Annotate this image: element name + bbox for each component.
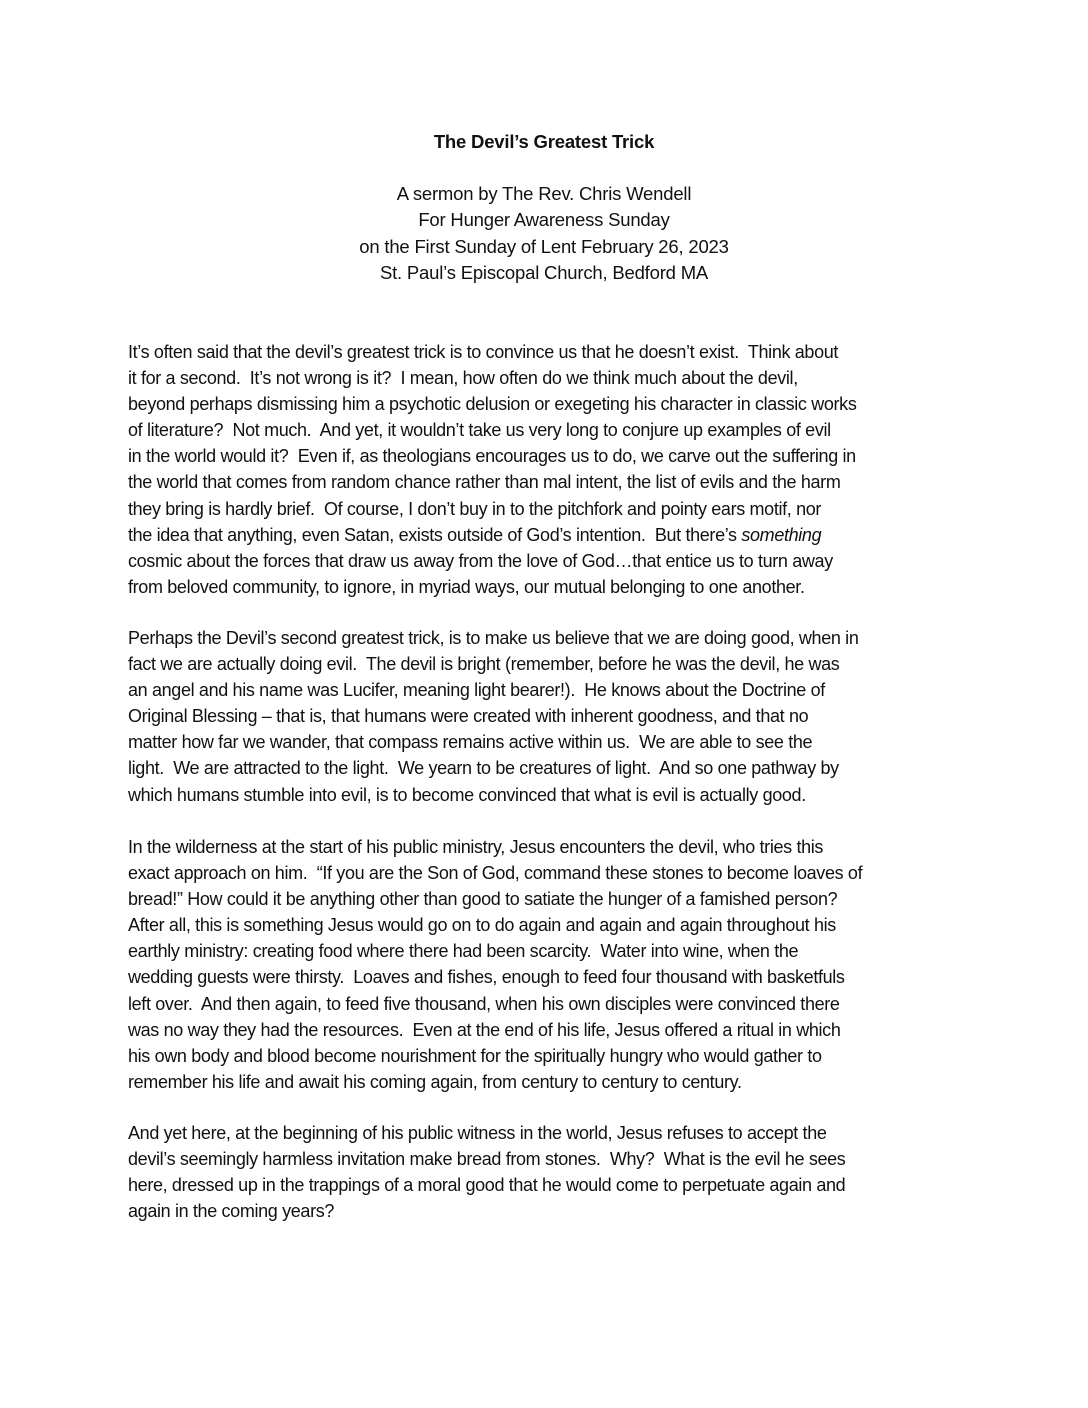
- paragraph-line: beyond perhaps dismissing him a psychotic delusion or exegeting his character in classic works: [128, 394, 857, 415]
- paragraph-line: an angel and his name was Lucifer, meaning light bearer!). He knows about the Doctrine of: [128, 680, 825, 701]
- byline-location: St. Paul’s Episcopal Church, Bedford MA: [379, 262, 709, 284]
- paragraph-4: [128, 1120, 968, 1224]
- byline-date: on the First Sunday of Lent February 26, 2023: [359, 235, 729, 257]
- paragraph-line: Perhaps the Devil’s second greatest trick, is to make us believe that we are doing good, when in: [128, 628, 859, 648]
- paragraph-line: which humans stumble into evil, is to become convinced that what is evil is actually good.: [128, 784, 806, 805]
- paragraph-line: exact approach on him. “If you are the Son of God, command these stones to become loaves of: [128, 863, 863, 884]
- paragraph-line: And yet here, at the beginning of his public witness in the world, Jesus refuses to accept the: [128, 1123, 827, 1143]
- paragraph-3: [128, 834, 968, 1095]
- paragraph-line: left over. And then again, to feed five thousand, when his own disciples were convinced there: [128, 993, 840, 1014]
- paragraph-line: the world that comes from random chance rather than mal intent, the list of evils and the harm: [128, 472, 841, 493]
- paragraph-line: wedding guests were thirsty. Loaves and fishes, enough to feed four thousand with basketfuls: [128, 967, 845, 988]
- paragraph-line: fact we are actually doing evil. The devil is bright (remember, before he was the devil, he was: [128, 654, 840, 675]
- paragraph-1: [128, 339, 968, 600]
- document-title: The Devil’s Greatest Trick: [433, 131, 655, 152]
- paragraph-line: of literature? Not much. And yet, it wouldn’t take us very long to conjure up examples of evil: [128, 420, 831, 441]
- paragraph-line: Original Blessing – that is, that humans were created with inherent goodness, and that no: [128, 706, 809, 727]
- paragraph-line: After all, this is something Jesus would go on to do again and again and again throughout his: [128, 915, 836, 936]
- paragraph-line: it for a second. It’s not wrong is it? I mean, how often do we think much about the devil,: [128, 368, 798, 389]
- paragraph-line-text: the idea that anything, even Satan, exists outside of God’s intention. But there’s: [128, 524, 742, 545]
- paragraph-line: they bring is hardly brief. Of course, I don’t buy in to the pitchfork and pointy ears motif, nor: [128, 498, 822, 519]
- sermon-byline: [0, 181, 1088, 287]
- byline-occasion: For Hunger Awareness Sunday: [418, 209, 670, 231]
- paragraph-2: [128, 625, 968, 808]
- paragraph-line: It’s often said that the devil’s greatest trick is to convince us that he doesn’t exist. Think about: [128, 342, 839, 362]
- paragraph-line: remember his life and await his coming again, from century to century to century.: [128, 1071, 742, 1092]
- paragraph-line: In the wilderness at the start of his public ministry, Jesus encounters the devil, who tries this: [128, 837, 824, 857]
- paragraph-line: devil’s seemingly harmless invitation make bread from stones. Why? What is the evil he sees: [128, 1149, 846, 1170]
- paragraph-line: again in the coming years?: [128, 1201, 335, 1222]
- paragraph-line: light. We are attracted to the light. We yearn to be creatures of light. And so one pathway by: [128, 758, 839, 779]
- emphasis-word: something: [741, 524, 822, 545]
- paragraph-line: in the world would it? Even if, as theologians encourages us to do, we carve out the suffering in: [128, 446, 856, 467]
- byline-author: A sermon by The Rev. Chris Wendell: [396, 183, 692, 204]
- paragraph-line: earthly ministry: creating food where there had been scarcity. Water into wine, when the: [128, 941, 799, 962]
- paragraph-line: from beloved community, to ignore, in myriad ways, our mutual belonging to one another.: [128, 576, 805, 597]
- paragraph-line: his own body and blood become nourishment for the spiritually hungry who would gather to: [128, 1045, 822, 1066]
- paragraph-line: was no way they had the resources. Even at the end of his life, Jesus offered a ritual in which: [128, 1019, 841, 1040]
- paragraph-line: matter how far we wander, that compass remains active within us. We are able to see the: [128, 732, 813, 753]
- paragraph-line: bread!” How could it be anything other than good to satiate the hunger of a famished person?: [128, 889, 838, 910]
- paragraph-line: here, dressed up in the trappings of a moral good that he would come to perpetuate again and: [128, 1175, 846, 1196]
- paragraph-line-with-emphasis: [128, 522, 968, 548]
- paragraph-line: cosmic about the forces that draw us away from the love of God…that entice us to turn away: [128, 550, 833, 571]
